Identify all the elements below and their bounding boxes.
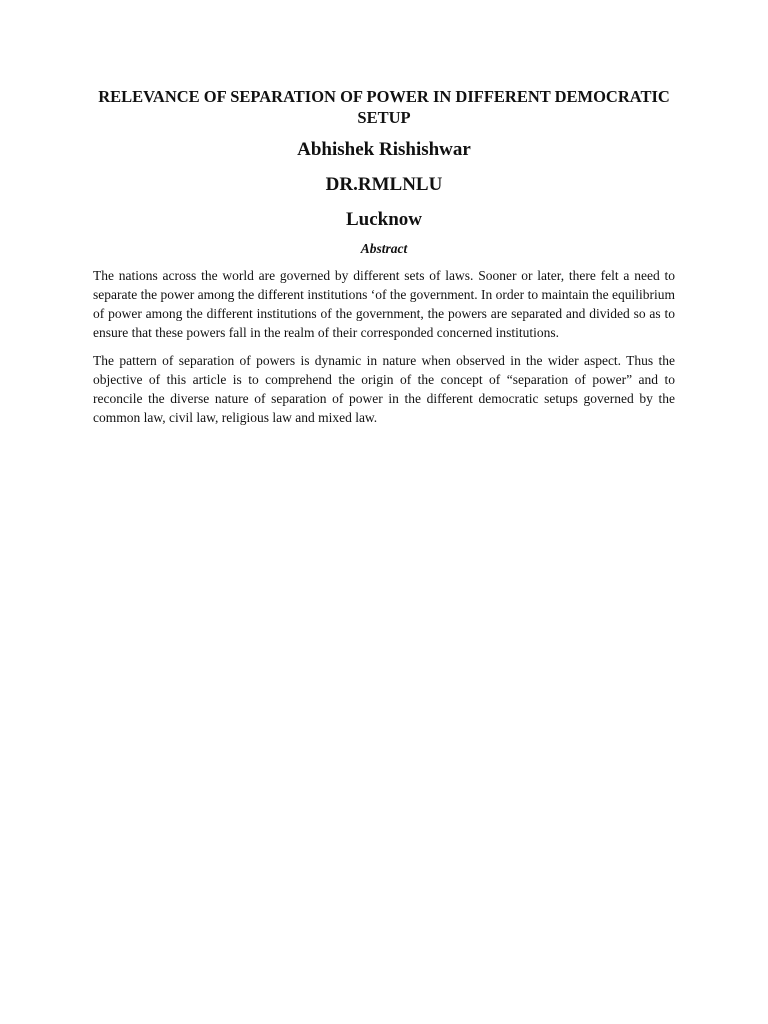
- abstract-paragraph: The nations across the world are governed by different sets of laws. Sooner or later, there felt a need to separate the power among the different institutions ‘of the government. In order to maintain the equilibrium of power among the different institutions of the government, the powers are separated and divided so as to ensure that these powers fall in the realm of their corresponded concerned institutions.: [93, 268, 675, 340]
- author-name: Abhishek Rishishwar: [297, 139, 471, 160]
- author-city: Lucknow: [345, 209, 423, 230]
- document-title: RELEVANCE OF SEPARATION OF POWER IN DIFFERENT DEMOCRATIC SETUP: [98, 87, 670, 127]
- abstract-paragraph: The pattern of separation of powers is dynamic in nature when observed in the wider aspect. Thus the objective of this article is to comprehend the origin of the concept of “separation of power” and to reconcile the diverse nature of separation of power in the different democratic setups governed by the common law, civil law, religious law and mixed law.: [93, 353, 675, 425]
- author-institute: DR.RMLNLU: [325, 174, 443, 195]
- page-content: [93, 86, 675, 427]
- abstract-heading: Abstract: [360, 241, 408, 256]
